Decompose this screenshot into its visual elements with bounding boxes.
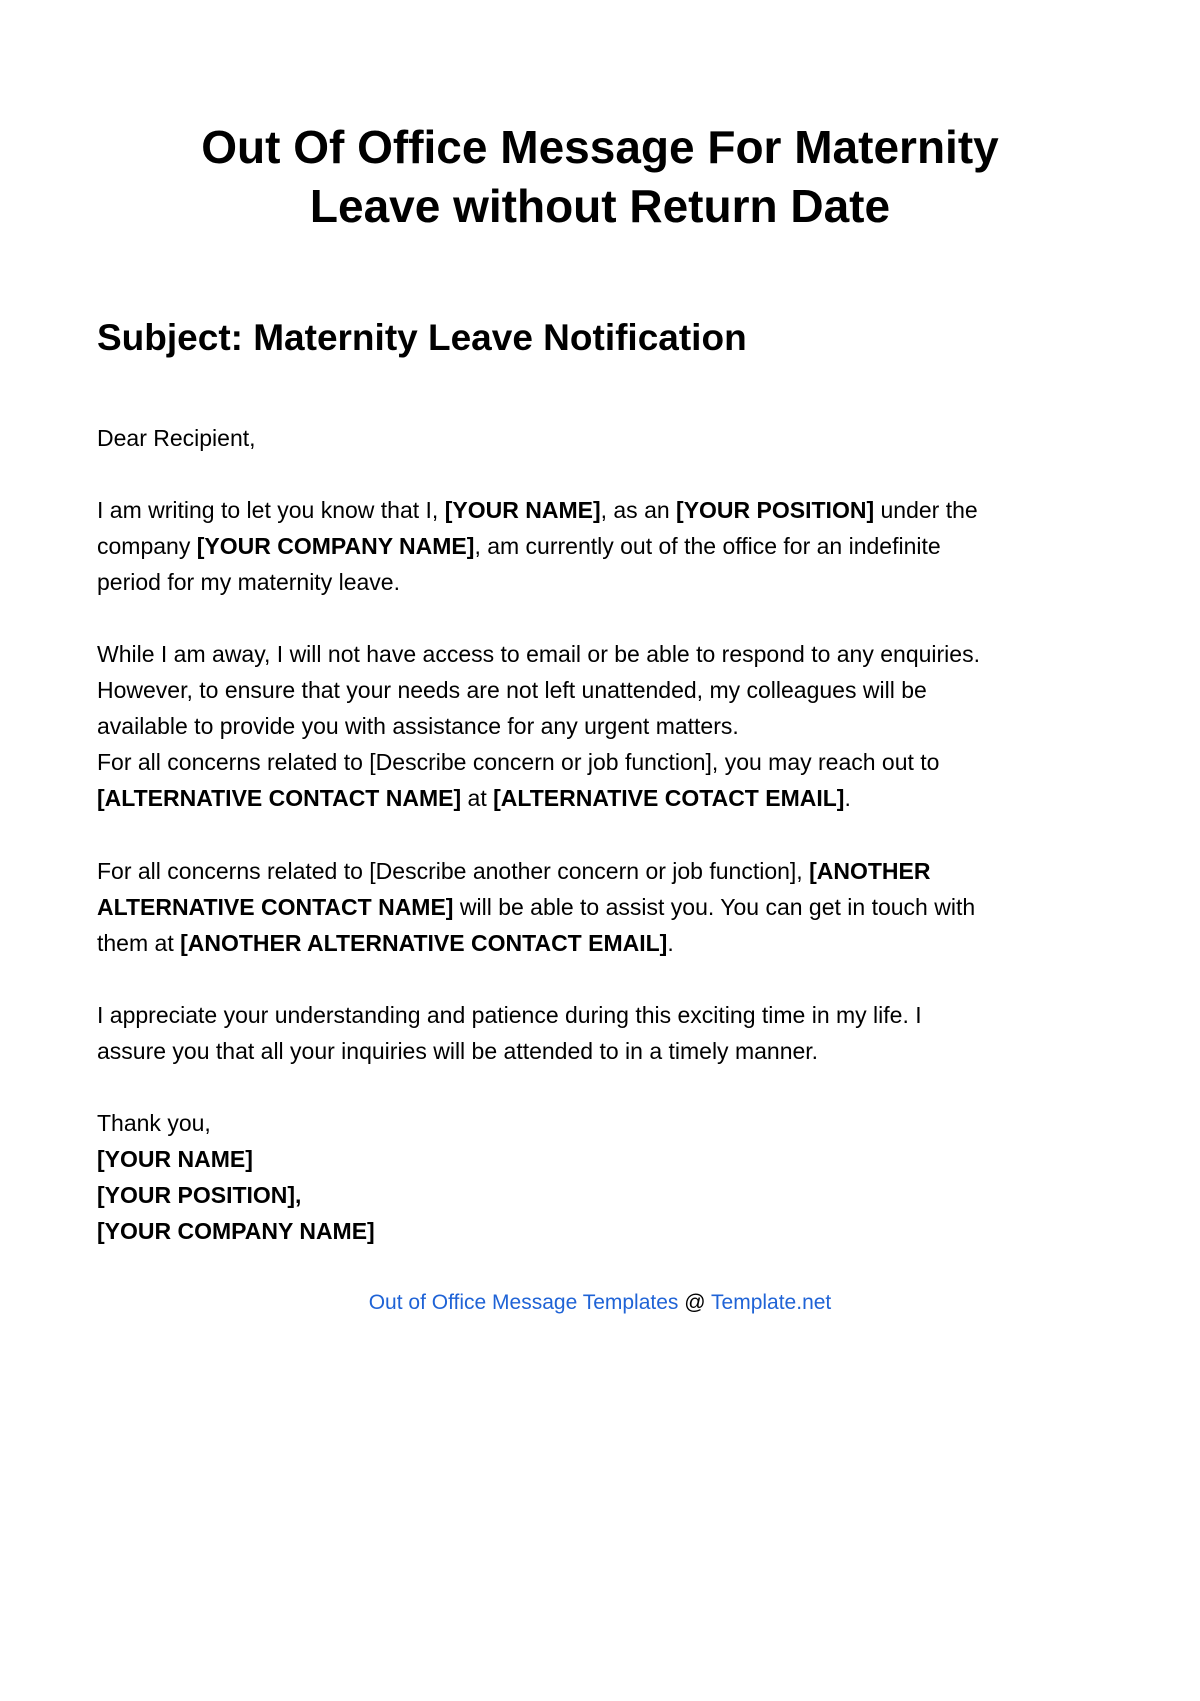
paragraph-line	[97, 889, 1097, 925]
title-line-1: Out Of Office Message For Maternity	[201, 121, 999, 173]
paragraph-appreciation	[97, 997, 1097, 1069]
template-net-link[interactable]: Template.net	[711, 1291, 832, 1314]
signature-block	[97, 1105, 1097, 1249]
placeholder-another-contact-name-cont: ALTERNATIVE CONTACT NAME]	[97, 894, 454, 920]
paragraph-line: However, to ensure that your needs are not left unattended, my colleagues will be	[97, 677, 927, 703]
subject-heading: Subject: Maternity Leave Notification	[97, 317, 747, 358]
closing: Thank you,	[97, 1110, 211, 1136]
paragraph-line: period for my maternity leave.	[97, 569, 400, 595]
placeholder-your-position: [YOUR POSITION]	[676, 497, 875, 523]
text-run: , as an	[600, 497, 677, 523]
text-run: company	[97, 533, 197, 559]
paragraph-line: While I am away, I will not have access to email or be able to respond to any enquiries.	[97, 641, 980, 667]
paragraph-line	[97, 528, 1097, 564]
text-run: For all concerns related to [Describe another concern or job function],	[97, 858, 810, 884]
text-run: them at	[97, 930, 181, 956]
paragraph-line	[97, 853, 1097, 889]
paragraph-line: For all concerns related to [Describe concern or job function], you may reach out to	[97, 749, 940, 775]
signature-position: [YOUR POSITION],	[97, 1182, 302, 1208]
placeholder-company-name: [YOUR COMPANY NAME]	[196, 533, 475, 559]
paragraph-another-contact	[97, 853, 1097, 961]
paragraph-away	[97, 636, 1097, 816]
title-line-2: Leave without Return Date	[309, 180, 891, 232]
greeting: Dear Recipient,	[97, 425, 256, 451]
paragraph-line: available to provide you with assistance for any urgent matters.	[97, 713, 739, 739]
paragraph-line: assure you that all your inquiries will be attended to in a timely manner.	[97, 1038, 819, 1064]
text-run: at	[461, 785, 494, 811]
placeholder-another-contact-email: [ANOTHER ALTERNATIVE CONTACT EMAIL]	[180, 930, 668, 956]
paragraph-intro	[97, 492, 1097, 600]
text-run: under the	[874, 497, 978, 523]
footer-separator: @	[678, 1291, 712, 1314]
text-run: .	[667, 930, 674, 956]
signature-name: [YOUR NAME]	[97, 1146, 253, 1172]
placeholder-alt-contact-name: [ALTERNATIVE CONTACT NAME]	[97, 785, 462, 811]
placeholder-another-contact-name: [ANOTHER	[809, 858, 931, 884]
signature-company: [YOUR COMPANY NAME]	[97, 1218, 375, 1244]
placeholder-alt-contact-email: [ALTERNATIVE COTACT EMAIL]	[493, 785, 845, 811]
paragraph-line: I appreciate your understanding and patience during this exciting time in my life. I	[97, 1002, 922, 1028]
page-title	[120, 118, 1080, 236]
paragraph-line	[97, 492, 1097, 528]
paragraph-line	[97, 780, 1097, 816]
text-run: I am writing to let you know that I,	[97, 497, 445, 523]
text-run: , am currently out of the office for an indefinite	[474, 533, 941, 559]
placeholder-your-name: [YOUR NAME]	[444, 497, 601, 523]
footer-attribution	[0, 1288, 1200, 1318]
text-run: .	[844, 785, 851, 811]
text-run: will be able to assist you. You can get in touch with	[453, 894, 976, 920]
paragraph-line	[97, 925, 1097, 961]
templates-link[interactable]: Out of Office Message Templates	[368, 1291, 679, 1314]
